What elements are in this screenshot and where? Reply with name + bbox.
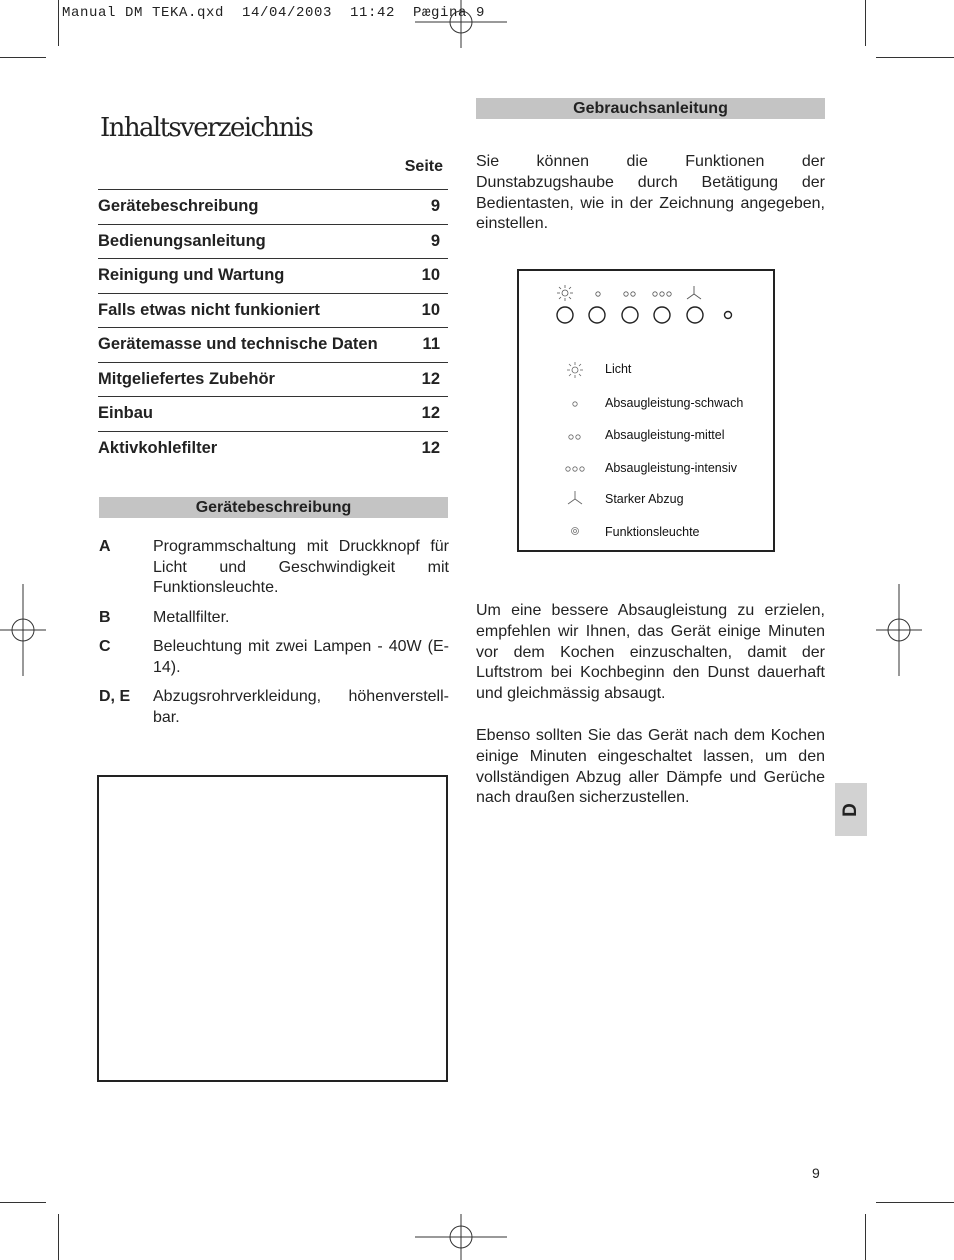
function-light-icon xyxy=(572,528,579,535)
toc-row xyxy=(98,258,448,293)
part-key: D, E xyxy=(99,688,131,705)
part-key: A xyxy=(99,538,111,555)
toc-label: Einbau xyxy=(98,404,154,423)
toc-row xyxy=(98,327,448,362)
usage-paragraph-2: Ebenso sollten Sie das Gerät nach dem Kochen einige Minuten eingeschaltet lassen, um den vollständigen Abzug aller Dämpfe und Gerüche nach draußen sicherzustellen. xyxy=(476,727,825,807)
fan-icon xyxy=(687,286,701,299)
toc-row xyxy=(98,396,448,431)
toc-row xyxy=(98,189,448,224)
page-title: Inhaltsverzeichnis xyxy=(100,113,313,143)
toc-page: 11 xyxy=(422,335,440,354)
registration-mark-bottom xyxy=(415,1214,507,1260)
part-key: B xyxy=(99,608,111,626)
legend-label: Absaugleistung-mittel xyxy=(605,428,725,442)
toc-label: Gerätebeschreibung xyxy=(98,197,259,216)
description-heading: Gerätebeschreibung xyxy=(99,497,448,518)
toc-row xyxy=(98,431,448,466)
toc-row xyxy=(98,224,448,259)
boost-button xyxy=(687,307,703,323)
table-of-contents xyxy=(98,189,448,465)
legend-icons xyxy=(519,271,599,550)
part-text: Abzugsrohrverkleidung, höhenverstell-bar. xyxy=(153,688,449,726)
legend-label: Licht xyxy=(605,362,632,376)
part-item xyxy=(99,608,449,629)
toc-label: Mitgeliefertes Zubehör xyxy=(98,369,275,388)
part-item xyxy=(99,687,449,728)
legend-label: Absaugleistung-schwach xyxy=(605,396,744,410)
language-tab-label: D xyxy=(840,802,861,817)
language-tab xyxy=(835,783,867,836)
toc-page: 12 xyxy=(421,404,440,423)
toc-label: Reinigung und Wartung xyxy=(98,266,285,285)
file-slug: Manual DM TEKA.qxd 14/04/2003 11:42 Pægina 9 xyxy=(62,5,486,21)
toc-label: Bedienungsanleitung xyxy=(98,231,266,250)
three-dot-icon xyxy=(566,467,584,471)
control-panel-diagram xyxy=(517,269,775,552)
two-dot-icon xyxy=(624,292,635,296)
toc-page: 12 xyxy=(421,438,440,457)
usage-heading: Gebrauchsanleitung xyxy=(476,98,825,119)
registration-mark-left xyxy=(0,584,46,676)
speed-medium-button xyxy=(622,307,638,323)
toc-page: 10 xyxy=(421,300,440,319)
part-item xyxy=(99,637,449,678)
usage-intro: Sie können die Funktionen der Dunstabzugshaube durch Betätigung der Bedientasten, wie in der Zeichnung angegeben, einstellen. xyxy=(476,153,825,233)
part-item xyxy=(99,537,449,599)
page-number: 9 xyxy=(812,1165,820,1181)
toc-label: Falls etwas nicht funkioniert xyxy=(98,300,320,319)
legend-label: Starker Abzug xyxy=(605,492,684,506)
part-text: Beleuchtung mit zwei Lampen - 40W (E-14). xyxy=(153,638,449,676)
part-key: C xyxy=(99,638,111,655)
legend-label: Funktionsleuchte xyxy=(605,525,700,539)
toc-label: Gerätemasse und technische Daten xyxy=(98,335,378,354)
parts-list xyxy=(99,537,449,737)
toc-page-header: Seite xyxy=(404,158,443,175)
part-text: Programmschaltung mit Druckknopf für Licht und Geschwindigkeit mit Funktionsleuchte. xyxy=(153,538,449,596)
light-icon xyxy=(567,362,583,378)
toc-page: 10 xyxy=(421,266,440,285)
toc-row xyxy=(98,362,448,397)
registration-mark-right xyxy=(876,584,922,676)
illustration-box xyxy=(97,775,448,1082)
speed-high-button xyxy=(654,307,670,323)
fan-icon xyxy=(568,491,582,504)
two-dot-icon xyxy=(569,435,580,439)
three-dot-icon xyxy=(653,292,671,296)
function-light-indicator xyxy=(725,312,732,319)
part-text: Metallfilter. xyxy=(153,608,230,626)
toc-page: 9 xyxy=(430,231,440,250)
usage-paragraph-1: Um eine bessere Absaugleistung zu erzielen, empfehlen wir Ihnen, das Gerät einige Minuten vor dem Kochen einzuschalten, damit der Luftstrom bei Kochbeginn den Dunst dauerhaft und gleichmässig absaugt. xyxy=(476,602,825,703)
toc-label: Aktivkohlefilter xyxy=(98,438,218,457)
toc-page: 9 xyxy=(430,197,440,216)
toc-row xyxy=(98,293,448,328)
toc-page: 12 xyxy=(421,369,440,388)
legend-label: Absaugleistung-intensiv xyxy=(605,461,738,475)
one-dot-icon xyxy=(573,402,577,406)
